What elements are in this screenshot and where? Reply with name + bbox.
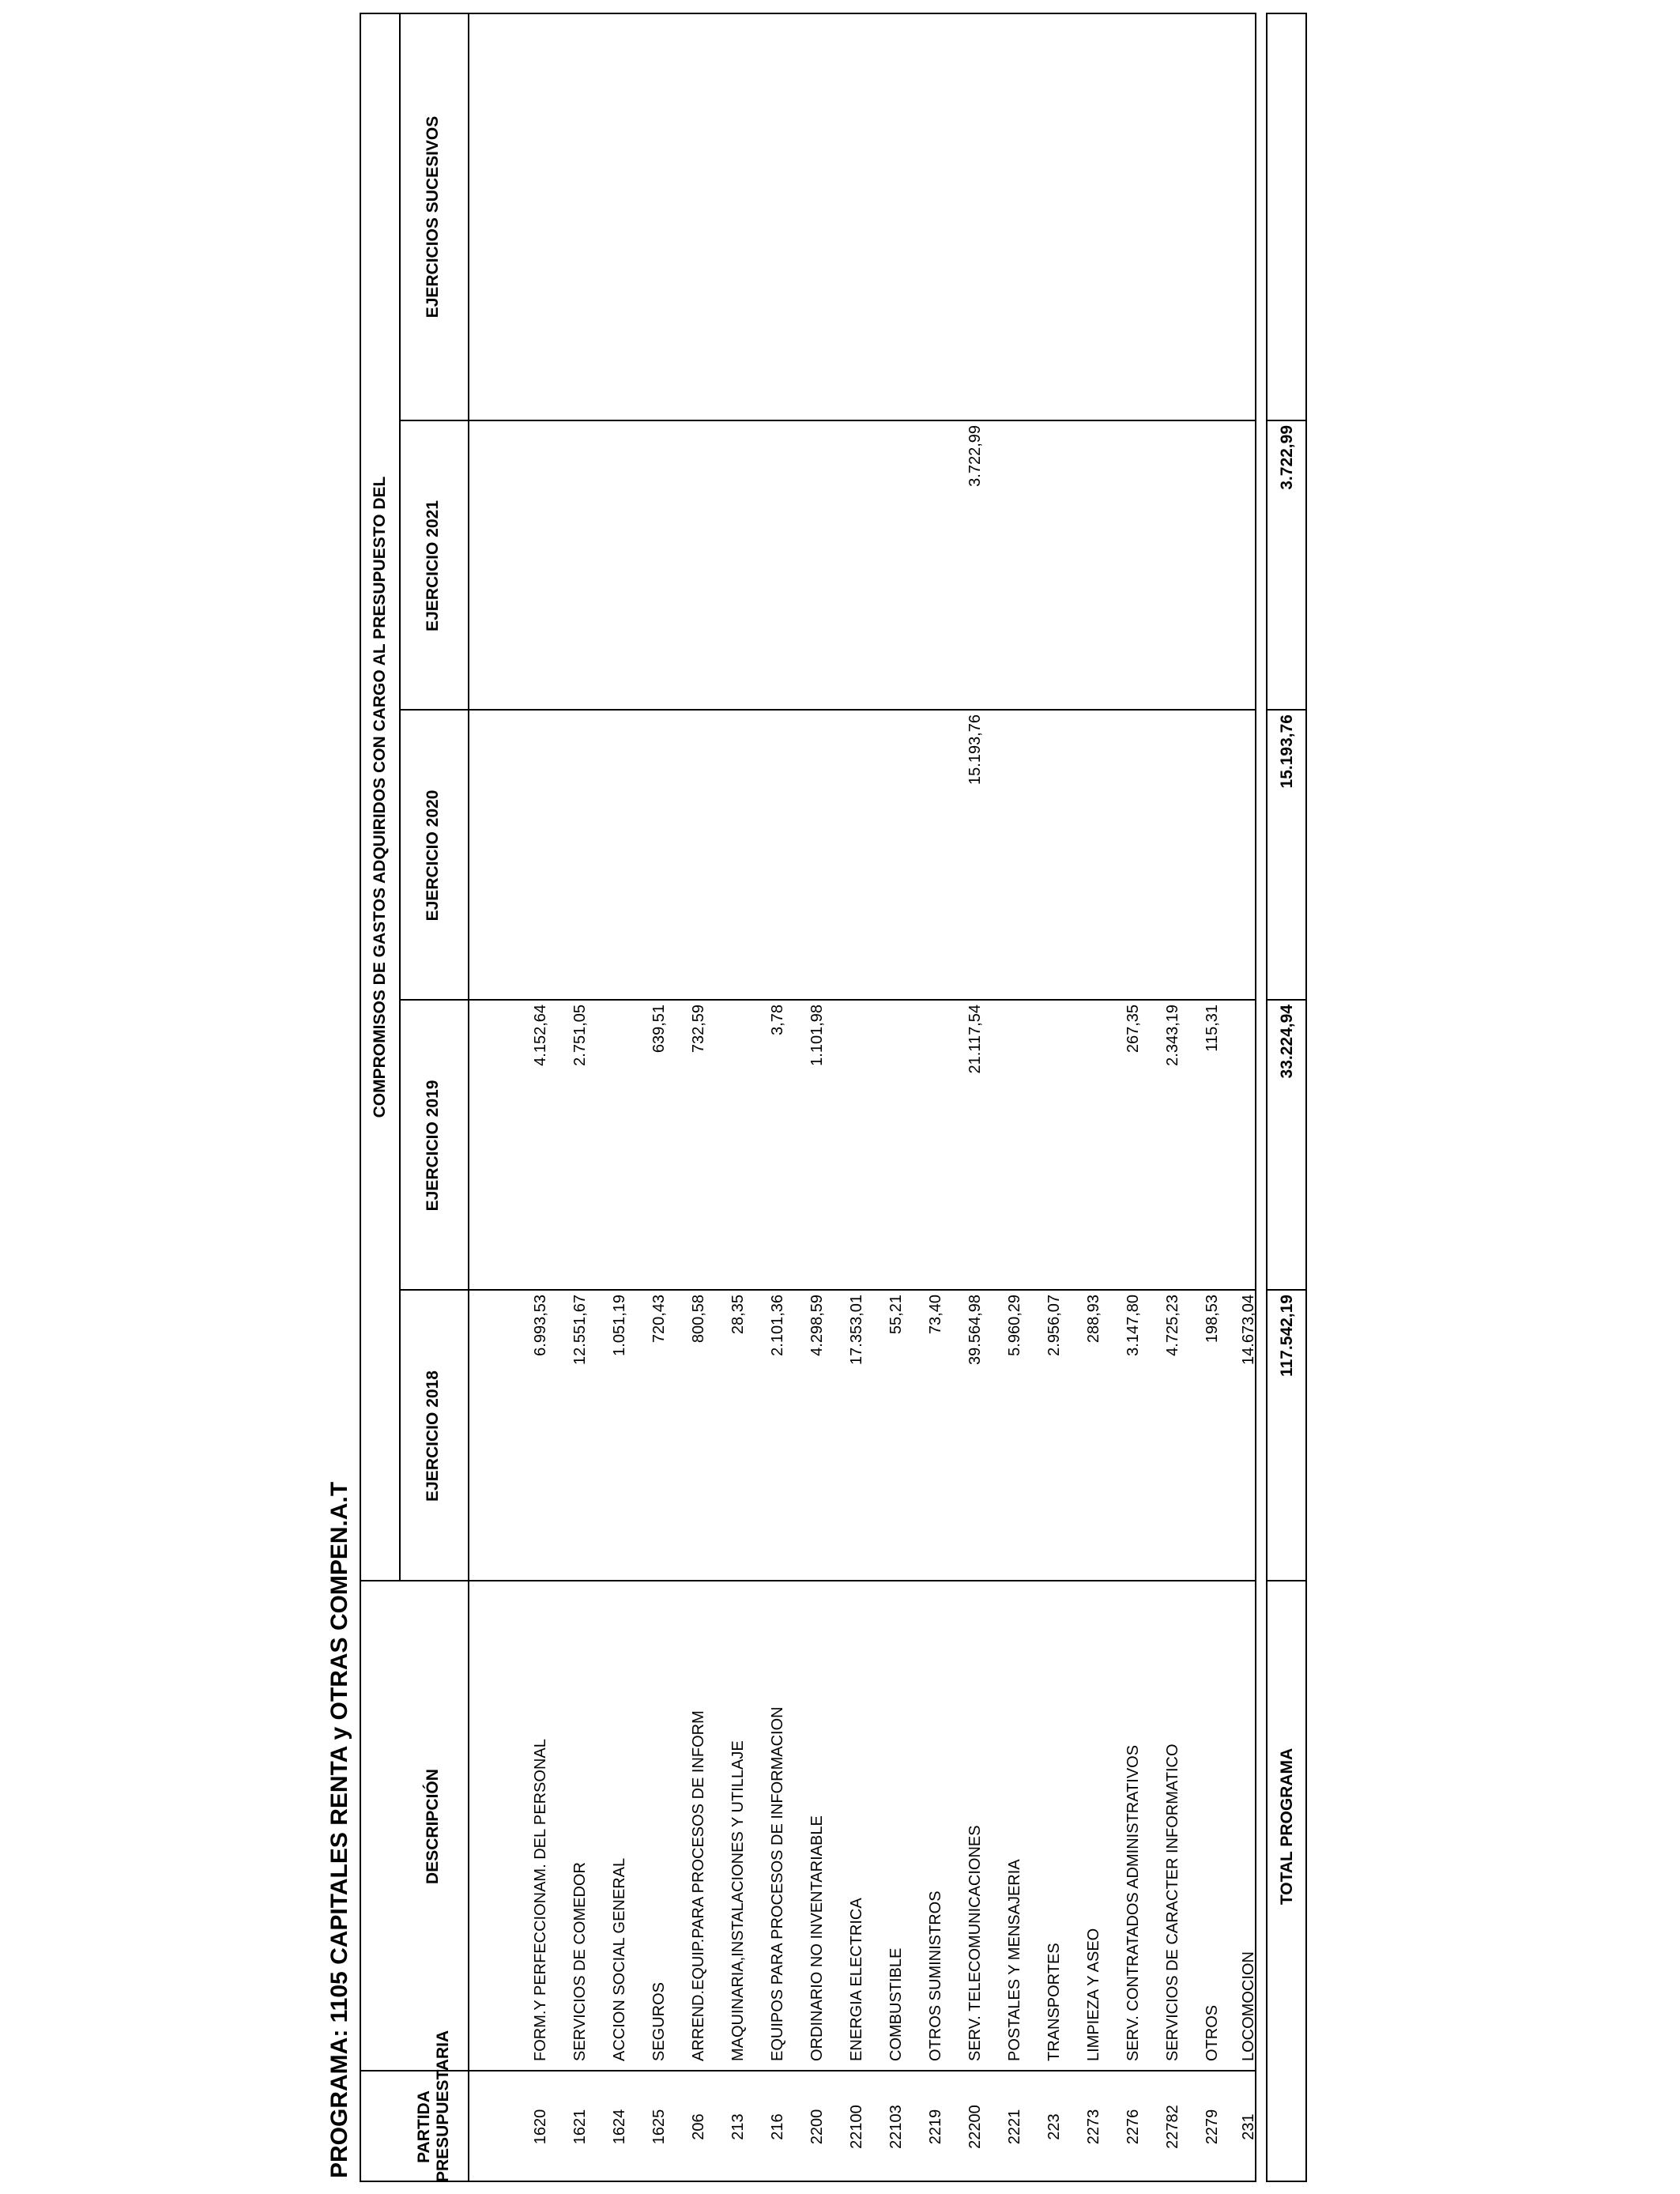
row-value-2019: 732,59	[690, 1005, 707, 1054]
row-code: 213	[729, 2113, 747, 2140]
row-description: SERV. TELECOMUNICACIONES	[966, 1825, 984, 2061]
row-value-2018: 2.956,07	[1045, 1295, 1063, 1356]
row-code: 2219	[927, 2109, 944, 2145]
row-value-2018: 55,21	[887, 1295, 905, 1335]
row-value-2020: 15.193,76	[966, 714, 984, 785]
row-value-2019: 1.101,98	[808, 1005, 826, 1066]
row-value-2018: 800,58	[690, 1295, 707, 1344]
row-value-2018: 4.725,23	[1164, 1295, 1181, 1356]
row-description: OTROS	[1203, 2004, 1221, 2061]
total-label: TOTAL PROGRAMA	[1278, 1747, 1296, 1906]
row-value-2018: 1.051,19	[611, 1295, 628, 1356]
row-code: 1620	[532, 2109, 549, 2145]
row-value-2019: 2.751,05	[571, 1005, 589, 1066]
row-value-2018: 5.960,29	[1006, 1295, 1023, 1356]
row-code: 206	[690, 2113, 707, 2140]
row-description: OTROS SUMINISTROS	[927, 1891, 944, 2061]
row-description: LIMPIEZA Y ASEO	[1085, 1928, 1102, 2061]
row-code: 1624	[611, 2109, 628, 2145]
row-description: POSTALES Y MENSAJERIA	[1006, 1859, 1023, 2061]
row-description: FORM.Y PERFECCIONAM. DEL PERSONAL	[532, 1739, 549, 2061]
page-title: PROGRAMA: 1105 CAPITALES RENTA y OTRAS COMPEN.A.T	[326, 1481, 352, 2178]
row-description: COMBUSTIBLE	[887, 1947, 905, 2061]
row-value-2018: 3.147,80	[1124, 1295, 1142, 1356]
total-2021: 3.722,99	[1278, 425, 1296, 490]
row-value-2019: 21.117,54	[966, 1005, 984, 1074]
header-ejercicio-2018: EJERCICIO 2018	[424, 1370, 442, 1502]
row-code: 22782	[1164, 2105, 1181, 2149]
row-description: ARREND.EQUIP.PARA PROCESOS DE INFORM	[690, 1710, 707, 2061]
row-value-2018: 39.564,98	[966, 1295, 984, 1365]
row-description: ACCION SOCIAL GENERAL	[611, 1857, 628, 2061]
total-2018: 117.542,19	[1278, 1295, 1296, 1377]
row-code: 22200	[966, 2105, 984, 2149]
header-divider	[399, 13, 401, 1581]
row-value-2018: 2.101,36	[769, 1295, 786, 1356]
col-divider	[1266, 420, 1307, 421]
row-value-2021: 3.722,99	[966, 425, 984, 487]
row-value-2018: 288,93	[1085, 1295, 1102, 1344]
row-value-2018: 17.353,01	[848, 1295, 865, 1365]
row-value-2018: 6.993,53	[532, 1295, 549, 1356]
row-value-2018: 28,35	[729, 1295, 747, 1335]
header-ejercicio-2020: EJERCICIO 2020	[424, 790, 442, 922]
row-value-2018: 73,40	[927, 1295, 944, 1335]
row-description: SERVICIOS DE CARACTER INFORMATICO	[1164, 1744, 1181, 2061]
row-code: 216	[769, 2113, 786, 2140]
row-description: MAQUINARIA,INSTALACIONES Y UTILLAJE	[729, 1740, 747, 2061]
row-value-2019: 3,78	[769, 1005, 786, 1035]
row-value-2019: 115,31	[1203, 1005, 1221, 1052]
row-code: 231	[1240, 2113, 1257, 2140]
header-descripcion: DESCRIPCIÓN	[424, 1769, 442, 1884]
header-ejercicio-2021: EJERCICIO 2021	[424, 500, 442, 631]
col-divider	[399, 709, 1256, 711]
col-divider	[360, 2070, 1256, 2071]
row-value-2019: 639,51	[650, 1005, 668, 1054]
row-description: ENERGIA ELECTRICA	[848, 1898, 865, 2061]
row-description: LOCOMOCION	[1240, 1951, 1257, 2061]
row-value-2018: 14.673,04	[1240, 1295, 1257, 1365]
row-description: SERVICIOS DE COMEDOR	[571, 1862, 589, 2061]
row-code: 22103	[887, 2105, 905, 2149]
header-ejercicio-2019: EJERCICIO 2019	[424, 1080, 442, 1212]
col-divider	[399, 999, 1256, 1001]
total-2019: 33.224,94	[1278, 1005, 1296, 1079]
col-divider	[399, 420, 1256, 421]
row-value-2018: 4.298,59	[808, 1295, 826, 1356]
row-code: 1625	[650, 2109, 668, 2145]
header-ejercicios-sucesivos: EJERCICIOS SUCESIVOS	[424, 115, 442, 319]
row-value-2019: 267,35	[1124, 1005, 1142, 1054]
row-code: 2276	[1124, 2109, 1142, 2145]
row-code: 2200	[808, 2109, 826, 2145]
row-code: 223	[1045, 2113, 1063, 2140]
row-description: SERV. CONTRATADOS ADMINISTRATIVOS	[1124, 1744, 1142, 2061]
row-description: EQUIPOS PARA PROCESOS DE INFORMACION	[769, 1706, 786, 2061]
header-compromisos: COMPROMISOS DE GASTOS ADQUIRIDOS CON CARGO AL PRESUPUESTO DEL	[371, 476, 389, 1118]
row-value-2018: 12.551,67	[571, 1295, 589, 1365]
row-code: 1621	[571, 2109, 589, 2145]
row-value-2018: 198,53	[1203, 1295, 1221, 1344]
header-partida: PARTIDA PRESUPUESTARIA	[415, 2030, 452, 2182]
row-code: 2221	[1006, 2109, 1023, 2145]
row-code: 2279	[1203, 2109, 1221, 2145]
col-divider	[360, 1580, 1256, 1581]
row-code: 2273	[1085, 2109, 1102, 2145]
row-value-2018: 720,43	[650, 1295, 668, 1344]
row-code: 22100	[848, 2105, 865, 2149]
total-2020: 15.193,76	[1278, 714, 1296, 789]
row-value-2019: 2.343,19	[1164, 1005, 1181, 1066]
row-description: SEGUROS	[650, 1981, 668, 2061]
row-description: ORDINARIO NO INVENTARIABLE	[808, 1815, 826, 2061]
row-description: TRANSPORTES	[1045, 1943, 1063, 2061]
header-divider	[468, 13, 469, 2182]
row-value-2019: 4.152,64	[532, 1005, 549, 1066]
